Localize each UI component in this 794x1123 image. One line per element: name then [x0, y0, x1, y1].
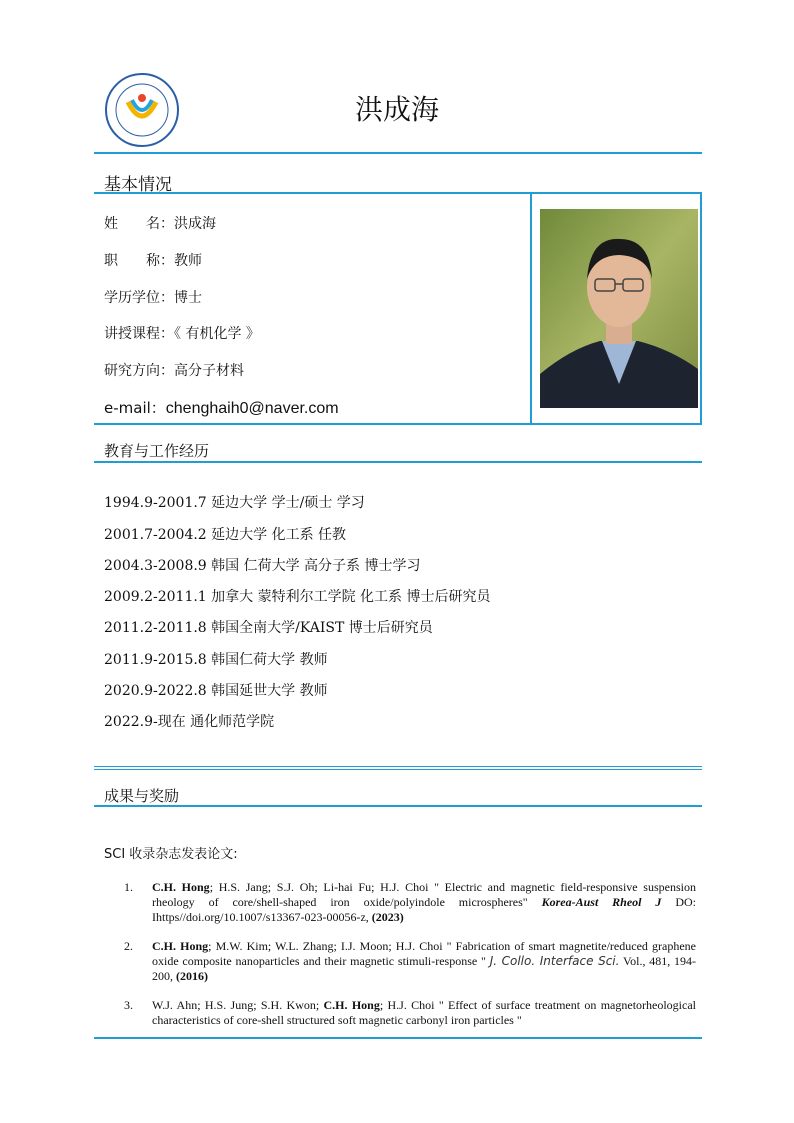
info-degree-value: 博士 — [174, 290, 202, 306]
info-degree-label: 学历学位： — [104, 290, 174, 306]
profile-photo — [540, 209, 698, 408]
education-item: 2011.2-2011.8 韩国全南大学/KAIST 博士后研究员 — [104, 620, 433, 636]
education-item: 2022.9-现在 通化师范学院 — [104, 714, 275, 730]
info-email-value: chenghaih0@naver.com — [165, 400, 339, 417]
publication-item — [104, 998, 696, 1028]
info-course-value: 《 有机化学 》 — [174, 326, 260, 342]
publication-title: " Fabrication of smart magnetite/reduced graphene oxide composite nanoparticles and their magnetic stimuli-response " — [152, 939, 696, 968]
publication-author-highlight: C.H. Hong — [152, 880, 210, 894]
info-title-value: 教师 — [174, 253, 202, 269]
section-heading-education: 教育与工作经历 — [104, 442, 210, 460]
publication-details: Vol., 481, 194-200, — [152, 954, 697, 983]
info-name-label: 姓 名： — [104, 216, 174, 232]
info-name-row — [104, 213, 216, 233]
education-item: 2001.7-2004.2 延边大学 化工系 任教 — [104, 527, 347, 543]
publication-number: 1. — [124, 880, 133, 894]
publication-year: (2016) — [176, 969, 208, 983]
info-degree-row — [104, 287, 202, 307]
info-name-value: 洪成海 — [174, 216, 216, 232]
publication-title: " Effect of surface treatment on magnetorheological characteristics of core-shell structured soft magnetic carbonyl iron particles " — [152, 998, 696, 1027]
info-title-row — [104, 250, 202, 270]
publication-authors: ; M.W. Kim; W.L. Zhang; I.J. Moon; H.J. Choi — [208, 939, 443, 953]
info-course-label: 讲授课程： — [104, 326, 174, 342]
divider-basic-bottom — [94, 423, 702, 425]
publication-number: 3. — [124, 998, 133, 1012]
section-heading-achievements: 成果与奖励 — [104, 787, 180, 805]
divider-achievements — [94, 805, 702, 807]
publication-authors: ; H.S. Jang; S.J. Oh; Li-hai Fu; H.J. Choi — [209, 880, 429, 894]
info-course-row — [104, 323, 260, 343]
info-research-label: 研究方向： — [104, 363, 174, 379]
info-email-row — [104, 397, 339, 418]
publication-authors-pre: W.J. Ahn; H.S. Jung; S.H. Kwon; — [152, 998, 324, 1012]
info-email-label: e-mail： — [104, 399, 166, 417]
divider-top — [94, 152, 702, 154]
info-research-row — [104, 360, 244, 380]
publication-journal: J. Collo. Interface Sci. — [489, 954, 620, 968]
publication-item — [104, 939, 696, 984]
photo-frame-right — [700, 192, 702, 425]
info-title-label: 职 称： — [104, 253, 174, 269]
divider-education — [94, 461, 702, 463]
publication-list — [104, 880, 696, 1042]
education-item: 2020.9-2022.8 韩国延世大学 教师 — [104, 683, 328, 699]
page-title: 洪成海 — [354, 93, 439, 126]
education-item: 2004.3-2008.9 韩国 仁荷大学 高分子系 博士学习 — [104, 558, 421, 574]
info-research-value: 高分子材料 — [174, 363, 244, 379]
publication-author-highlight: C.H. Hong — [152, 939, 209, 953]
publication-details: DO: Ihttps//doi.org/10.1007/s13367-023-00056-z, — [152, 895, 696, 924]
divider-achievements-top2 — [94, 769, 702, 770]
divider-achievements-top1 — [94, 766, 702, 767]
section-heading-basic: 基本情况 — [104, 175, 172, 195]
divider-basic — [94, 192, 702, 194]
publication-authors: ; H.J. Choi — [379, 998, 435, 1012]
publication-year: (2023) — [371, 910, 404, 924]
publication-author-highlight: C.H. Hong — [323, 998, 380, 1012]
publication-item — [104, 880, 696, 925]
education-item: 2011.9-2015.8 韩国仁荷大学 教师 — [104, 652, 328, 668]
publications-heading: SCI 收录杂志发表论文: — [104, 847, 238, 862]
education-item: 1994.9-2001.7 延边大学 学士/硕士 学习 — [104, 495, 365, 511]
photo-frame-left — [530, 192, 532, 425]
publication-number: 2. — [124, 939, 133, 953]
publication-journal: Korea-Aust Rheol J — [541, 895, 662, 909]
publication-title: " Electric and magnetic field-responsive suspension rheology of core/shell-shaped iron oxide/polyindole microspheres" — [152, 880, 696, 909]
education-item: 2009.2-2011.1 加拿大 蒙特利尔工学院 化工系 博士后研究员 — [104, 589, 491, 605]
